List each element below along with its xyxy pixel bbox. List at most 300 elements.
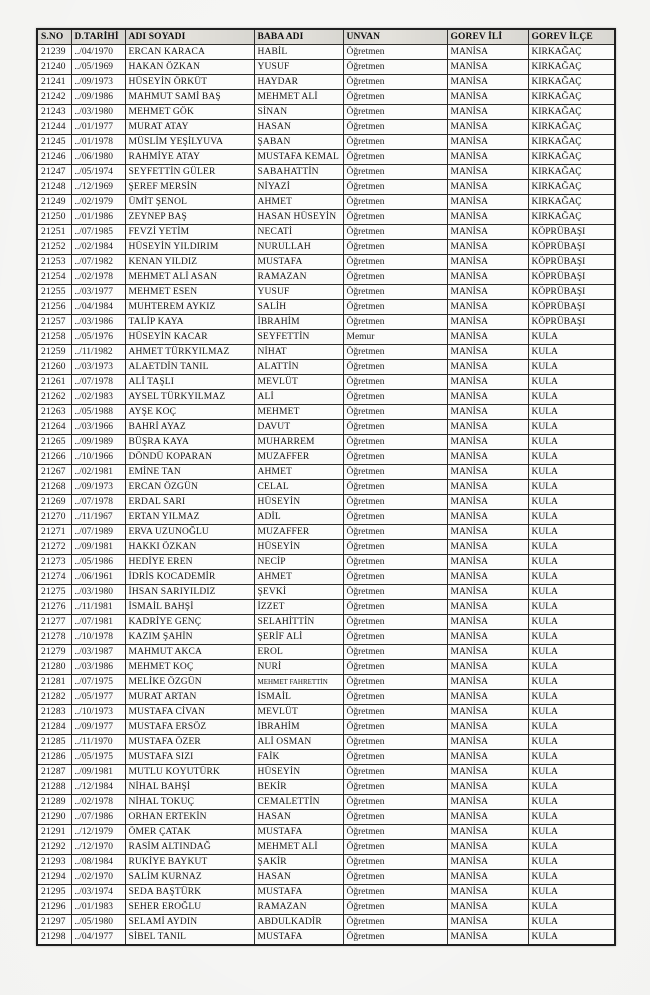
cell-sno: 21239 (37, 45, 71, 60)
cell-fullname: EMİNE TAN (125, 465, 254, 480)
cell-province: MANİSA (447, 75, 528, 90)
cell-province: MANİSA (447, 165, 528, 180)
table-row (37, 105, 615, 120)
cell-birthdate: ../01/1983 (71, 900, 125, 915)
cell-birthdate: ../03/1986 (71, 315, 125, 330)
cell-province: MANİSA (447, 630, 528, 645)
cell-title: Öğretmen (343, 390, 447, 405)
cell-district: KULA (528, 720, 615, 735)
table-row (37, 510, 615, 525)
cell-province: MANİSA (447, 150, 528, 165)
cell-fathername: ALİ (254, 390, 343, 405)
cell-district: KULA (528, 780, 615, 795)
cell-birthdate: ../05/1969 (71, 60, 125, 75)
cell-title: Öğretmen (343, 705, 447, 720)
cell-district: KULA (528, 660, 615, 675)
cell-province: MANİSA (447, 765, 528, 780)
cell-district: KULA (528, 900, 615, 915)
cell-province: MANİSA (447, 900, 528, 915)
cell-birthdate: ../03/1987 (71, 645, 125, 660)
cell-sno: 21287 (37, 765, 71, 780)
cell-sno: 21256 (37, 300, 71, 315)
column-header-date: D.TARİHİ (71, 29, 125, 45)
cell-district: KULA (528, 825, 615, 840)
cell-title: Öğretmen (343, 870, 447, 885)
cell-sno: 21265 (37, 435, 71, 450)
cell-fathername: İSMAİL (254, 690, 343, 705)
cell-fullname: KAZIM ŞAHİN (125, 630, 254, 645)
cell-fullname: MAHMUT SAMİ BAŞ (125, 90, 254, 105)
table-row (37, 375, 615, 390)
cell-sno: 21272 (37, 540, 71, 555)
table-row (37, 705, 615, 720)
cell-sno: 21298 (37, 930, 71, 946)
cell-province: MANİSA (447, 840, 528, 855)
cell-title: Öğretmen (343, 90, 447, 105)
cell-title: Öğretmen (343, 60, 447, 75)
cell-sno: 21243 (37, 105, 71, 120)
cell-province: MANİSA (447, 735, 528, 750)
cell-district: KULA (528, 480, 615, 495)
table-row (37, 645, 615, 660)
cell-title: Öğretmen (343, 645, 447, 660)
cell-province: MANİSA (447, 750, 528, 765)
cell-fathername: CEMALETTİN (254, 795, 343, 810)
table-row (37, 405, 615, 420)
cell-district: KIRKAĞAÇ (528, 165, 615, 180)
cell-fullname: NİHAL TOKUÇ (125, 795, 254, 810)
cell-birthdate: ../02/1981 (71, 465, 125, 480)
table-row (37, 810, 615, 825)
cell-birthdate: ../01/1977 (71, 120, 125, 135)
cell-fullname: MEHMET ALİ ASAN (125, 270, 254, 285)
cell-fathername: MUHARREM (254, 435, 343, 450)
table-row (37, 360, 615, 375)
cell-fathername: İZZET (254, 600, 343, 615)
cell-title: Memur (343, 330, 447, 345)
table-body (37, 45, 615, 946)
cell-province: MANİSA (447, 570, 528, 585)
cell-fullname: RAHMİYE ATAY (125, 150, 254, 165)
cell-fathername: HÜSEYİN (254, 495, 343, 510)
cell-birthdate: ../02/1978 (71, 270, 125, 285)
cell-title: Öğretmen (343, 450, 447, 465)
cell-district: KÖPRÜBAŞI (528, 240, 615, 255)
table-row (37, 225, 615, 240)
cell-birthdate: ../05/1980 (71, 915, 125, 930)
cell-fathername: HASAN (254, 810, 343, 825)
cell-district: KULA (528, 765, 615, 780)
cell-sno: 21276 (37, 600, 71, 615)
cell-fathername: ADİL (254, 510, 343, 525)
cell-province: MANİSA (447, 480, 528, 495)
cell-sno: 21246 (37, 150, 71, 165)
cell-fullname: İDRİS KOCADEMİR (125, 570, 254, 585)
cell-district: KULA (528, 855, 615, 870)
cell-sno: 21260 (37, 360, 71, 375)
cell-sno: 21284 (37, 720, 71, 735)
cell-fathername: MEHMET FAHRETTİN (254, 675, 343, 690)
cell-fullname: BÜŞRA KAYA (125, 435, 254, 450)
cell-title: Öğretmen (343, 210, 447, 225)
cell-fullname: MUTLU KOYUTÜRK (125, 765, 254, 780)
cell-fathername: MUZAFFER (254, 525, 343, 540)
cell-sno: 21257 (37, 315, 71, 330)
cell-sno: 21253 (37, 255, 71, 270)
table-row (37, 255, 615, 270)
cell-sno: 21294 (37, 870, 71, 885)
cell-birthdate: ../11/1981 (71, 600, 125, 615)
cell-province: MANİSA (447, 60, 528, 75)
table-row (37, 270, 615, 285)
cell-province: MANİSA (447, 330, 528, 345)
cell-fathername: YUSUF (254, 285, 343, 300)
cell-title: Öğretmen (343, 630, 447, 645)
cell-district: KIRKAĞAÇ (528, 90, 615, 105)
cell-sno: 21297 (37, 915, 71, 930)
cell-title: Öğretmen (343, 720, 447, 735)
cell-province: MANİSA (447, 420, 528, 435)
cell-title: Öğretmen (343, 225, 447, 240)
cell-title: Öğretmen (343, 360, 447, 375)
cell-province: MANİSA (447, 720, 528, 735)
cell-district: KIRKAĞAÇ (528, 120, 615, 135)
cell-district: KULA (528, 735, 615, 750)
cell-province: MANİSA (447, 180, 528, 195)
cell-fullname: BAHRİ AYAZ (125, 420, 254, 435)
cell-fullname: ERVA UZUNOĞLU (125, 525, 254, 540)
cell-birthdate: ../02/1970 (71, 870, 125, 885)
table-header (37, 29, 615, 45)
cell-birthdate: ../04/1984 (71, 300, 125, 315)
table-row (37, 615, 615, 630)
table-row (37, 300, 615, 315)
cell-fullname: SİBEL TANIL (125, 930, 254, 946)
cell-province: MANİSA (447, 615, 528, 630)
cell-sno: 21282 (37, 690, 71, 705)
cell-province: MANİSA (447, 315, 528, 330)
cell-fathername: ŞERİF ALİ (254, 630, 343, 645)
cell-district: KULA (528, 630, 615, 645)
cell-sno: 21289 (37, 795, 71, 810)
column-header-district: GOREV İLÇE (528, 29, 615, 45)
cell-district: KIRKAĞAÇ (528, 150, 615, 165)
cell-fathername: SELAHİTTİN (254, 615, 343, 630)
cell-birthdate: ../07/1985 (71, 225, 125, 240)
cell-province: MANİSA (447, 390, 528, 405)
cell-title: Öğretmen (343, 165, 447, 180)
cell-fullname: HAKKI ÖZKAN (125, 540, 254, 555)
cell-province: MANİSA (447, 675, 528, 690)
cell-province: MANİSA (447, 705, 528, 720)
table-row (37, 855, 615, 870)
cell-province: MANİSA (447, 105, 528, 120)
cell-fathername: AHMET (254, 570, 343, 585)
cell-title: Öğretmen (343, 555, 447, 570)
cell-province: MANİSA (447, 210, 528, 225)
cell-birthdate: ../11/1967 (71, 510, 125, 525)
personnel-table (36, 28, 616, 946)
cell-title: Öğretmen (343, 660, 447, 675)
cell-title: Öğretmen (343, 765, 447, 780)
cell-birthdate: ../12/1979 (71, 825, 125, 840)
cell-title: Öğretmen (343, 690, 447, 705)
cell-title: Öğretmen (343, 435, 447, 450)
cell-sno: 21262 (37, 390, 71, 405)
cell-province: MANİSA (447, 885, 528, 900)
cell-district: KIRKAĞAÇ (528, 195, 615, 210)
cell-birthdate: ../09/1989 (71, 435, 125, 450)
table-row (37, 765, 615, 780)
cell-title: Öğretmen (343, 825, 447, 840)
cell-sno: 21248 (37, 180, 71, 195)
cell-district: KÖPRÜBAŞI (528, 225, 615, 240)
cell-title: Öğretmen (343, 735, 447, 750)
cell-province: MANİSA (447, 360, 528, 375)
cell-fathername: MEVLÜT (254, 705, 343, 720)
cell-fathername: YUSUF (254, 60, 343, 75)
cell-title: Öğretmen (343, 570, 447, 585)
cell-sno: 21263 (37, 405, 71, 420)
cell-fullname: RASİM ALTINDAĞ (125, 840, 254, 855)
cell-fathername: BEKİR (254, 780, 343, 795)
table-row (37, 480, 615, 495)
cell-title: Öğretmen (343, 840, 447, 855)
cell-district: KULA (528, 810, 615, 825)
cell-sno: 21283 (37, 705, 71, 720)
cell-sno: 21244 (37, 120, 71, 135)
cell-fullname: ERDAL SARI (125, 495, 254, 510)
cell-fathername: MUZAFFER (254, 450, 343, 465)
cell-title: Öğretmen (343, 675, 447, 690)
cell-district: KULA (528, 795, 615, 810)
cell-fathername: AHMET (254, 465, 343, 480)
cell-fullname: MELİKE ÖZGÜN (125, 675, 254, 690)
column-header-num: S.NO (37, 29, 71, 45)
table-row (37, 660, 615, 675)
cell-sno: 21254 (37, 270, 71, 285)
cell-district: KULA (528, 525, 615, 540)
cell-title: Öğretmen (343, 420, 447, 435)
cell-district: KÖPRÜBAŞI (528, 285, 615, 300)
table-row (37, 495, 615, 510)
cell-birthdate: ../09/1977 (71, 720, 125, 735)
cell-province: MANİSA (447, 90, 528, 105)
cell-birthdate: ../02/1978 (71, 795, 125, 810)
cell-fathername: HASAN (254, 870, 343, 885)
table-row (37, 915, 615, 930)
table-row (37, 720, 615, 735)
cell-province: MANİSA (447, 240, 528, 255)
cell-fathername: MEHMET ALİ (254, 90, 343, 105)
cell-fathername: MUSTAFA (254, 255, 343, 270)
cell-fullname: TALİP KAYA (125, 315, 254, 330)
cell-fullname: AYŞE KOÇ (125, 405, 254, 420)
cell-title: Öğretmen (343, 45, 447, 60)
cell-title: Öğretmen (343, 75, 447, 90)
cell-title: Öğretmen (343, 195, 447, 210)
cell-title: Öğretmen (343, 240, 447, 255)
table-row (37, 750, 615, 765)
cell-province: MANİSA (447, 270, 528, 285)
cell-sno: 21285 (37, 735, 71, 750)
table-row (37, 210, 615, 225)
cell-fathername: EROL (254, 645, 343, 660)
cell-district: KULA (528, 390, 615, 405)
table-row (37, 465, 615, 480)
cell-birthdate: ../10/1966 (71, 450, 125, 465)
cell-title: Öğretmen (343, 135, 447, 150)
cell-birthdate: ../07/1989 (71, 525, 125, 540)
cell-fullname: ŞEREF MERSİN (125, 180, 254, 195)
cell-province: MANİSA (447, 495, 528, 510)
cell-district: KULA (528, 420, 615, 435)
table-row (37, 930, 615, 946)
cell-fathername: MEHMET ALİ (254, 840, 343, 855)
cell-district: KIRKAĞAÇ (528, 210, 615, 225)
cell-birthdate: ../09/1973 (71, 480, 125, 495)
cell-sno: 21273 (37, 555, 71, 570)
cell-title: Öğretmen (343, 345, 447, 360)
cell-birthdate: ../04/1970 (71, 45, 125, 60)
cell-province: MANİSA (447, 300, 528, 315)
cell-fullname: SELAMİ AYDIN (125, 915, 254, 930)
cell-title: Öğretmen (343, 375, 447, 390)
cell-province: MANİSA (447, 780, 528, 795)
cell-province: MANİSA (447, 255, 528, 270)
cell-district: KULA (528, 360, 615, 375)
cell-district: KULA (528, 870, 615, 885)
cell-district: KULA (528, 435, 615, 450)
cell-province: MANİSA (447, 465, 528, 480)
cell-district: KULA (528, 330, 615, 345)
cell-province: MANİSA (447, 585, 528, 600)
cell-birthdate: ../12/1969 (71, 180, 125, 195)
cell-title: Öğretmen (343, 930, 447, 946)
cell-district: KULA (528, 495, 615, 510)
cell-birthdate: ../09/1981 (71, 765, 125, 780)
cell-sno: 21240 (37, 60, 71, 75)
cell-title: Öğretmen (343, 120, 447, 135)
table-row (37, 540, 615, 555)
cell-birthdate: ../09/1981 (71, 540, 125, 555)
cell-title: Öğretmen (343, 285, 447, 300)
cell-district: KIRKAĞAÇ (528, 60, 615, 75)
cell-fullname: ALAETDİN TANIL (125, 360, 254, 375)
cell-district: KULA (528, 555, 615, 570)
cell-sno: 21281 (37, 675, 71, 690)
cell-fathername: İBRAHİM (254, 315, 343, 330)
cell-fullname: ERCAN KARACA (125, 45, 254, 60)
cell-sno: 21255 (37, 285, 71, 300)
table-row (37, 870, 615, 885)
cell-sno: 21288 (37, 780, 71, 795)
cell-province: MANİSA (447, 855, 528, 870)
cell-fullname: SALİM KURNAZ (125, 870, 254, 885)
table-row (37, 180, 615, 195)
cell-district: KULA (528, 570, 615, 585)
cell-district: KÖPRÜBAŞI (528, 255, 615, 270)
cell-sno: 21270 (37, 510, 71, 525)
cell-birthdate: ../06/1961 (71, 570, 125, 585)
cell-province: MANİSA (447, 405, 528, 420)
cell-title: Öğretmen (343, 795, 447, 810)
cell-birthdate: ../07/1975 (71, 675, 125, 690)
cell-birthdate: ../06/1980 (71, 150, 125, 165)
cell-sno: 21271 (37, 525, 71, 540)
cell-sno: 21251 (37, 225, 71, 240)
cell-province: MANİSA (447, 450, 528, 465)
cell-fullname: ÖMER ÇATAK (125, 825, 254, 840)
cell-province: MANİSA (447, 435, 528, 450)
cell-fullname: ALİ TAŞLI (125, 375, 254, 390)
table-row (37, 315, 615, 330)
cell-fathername: RAMAZAN (254, 270, 343, 285)
cell-birthdate: ../12/1984 (71, 780, 125, 795)
column-header-name: ADI SOYADI (125, 29, 254, 45)
cell-fullname: HÜSEYİN YILDIRIM (125, 240, 254, 255)
cell-fathername: SALİH (254, 300, 343, 315)
cell-fullname: KADRİYE GENÇ (125, 615, 254, 630)
table-row (37, 885, 615, 900)
cell-fullname: İHSAN SARIYILDIZ (125, 585, 254, 600)
cell-fullname: ERTAN YILMAZ (125, 510, 254, 525)
cell-fathername: CELAL (254, 480, 343, 495)
cell-sno: 21291 (37, 825, 71, 840)
cell-fullname: HÜSEYİN ÖRKÜT (125, 75, 254, 90)
cell-fathername: MEHMET (254, 405, 343, 420)
cell-fullname: DÖNDÜ KOPARAN (125, 450, 254, 465)
table-row (37, 150, 615, 165)
cell-fullname: KENAN YILDIZ (125, 255, 254, 270)
cell-district: KULA (528, 585, 615, 600)
cell-birthdate: ../03/1980 (71, 105, 125, 120)
cell-fullname: RUKİYE BAYKUT (125, 855, 254, 870)
table-row (37, 330, 615, 345)
cell-sno: 21264 (37, 420, 71, 435)
cell-province: MANİSA (447, 825, 528, 840)
cell-sno: 21274 (37, 570, 71, 585)
cell-birthdate: ../05/1975 (71, 750, 125, 765)
cell-birthdate: ../05/1976 (71, 330, 125, 345)
cell-district: KIRKAĞAÇ (528, 45, 615, 60)
cell-title: Öğretmen (343, 315, 447, 330)
cell-fullname: İSMAİL BAHŞİ (125, 600, 254, 615)
cell-fathername: HASAN HÜSEYİN (254, 210, 343, 225)
cell-province: MANİSA (447, 600, 528, 615)
cell-title: Öğretmen (343, 255, 447, 270)
cell-fullname: AYSEL TÜRKYILMAZ (125, 390, 254, 405)
cell-sno: 21295 (37, 885, 71, 900)
cell-birthdate: ../01/1986 (71, 210, 125, 225)
table-row (37, 390, 615, 405)
cell-birthdate: ../03/1966 (71, 420, 125, 435)
cell-fullname: MURAT ATAY (125, 120, 254, 135)
cell-province: MANİSA (447, 795, 528, 810)
column-header-father: BABA ADI (254, 29, 343, 45)
cell-title: Öğretmen (343, 300, 447, 315)
cell-fathername: ŞABAN (254, 135, 343, 150)
cell-province: MANİSA (447, 285, 528, 300)
header-row (37, 29, 615, 45)
cell-province: MANİSA (447, 120, 528, 135)
table-row (37, 45, 615, 60)
cell-fullname: MURAT ARTAN (125, 690, 254, 705)
cell-sno: 21241 (37, 75, 71, 90)
cell-province: MANİSA (447, 135, 528, 150)
cell-fullname: ORHAN ERTEKİN (125, 810, 254, 825)
cell-title: Öğretmen (343, 270, 447, 285)
